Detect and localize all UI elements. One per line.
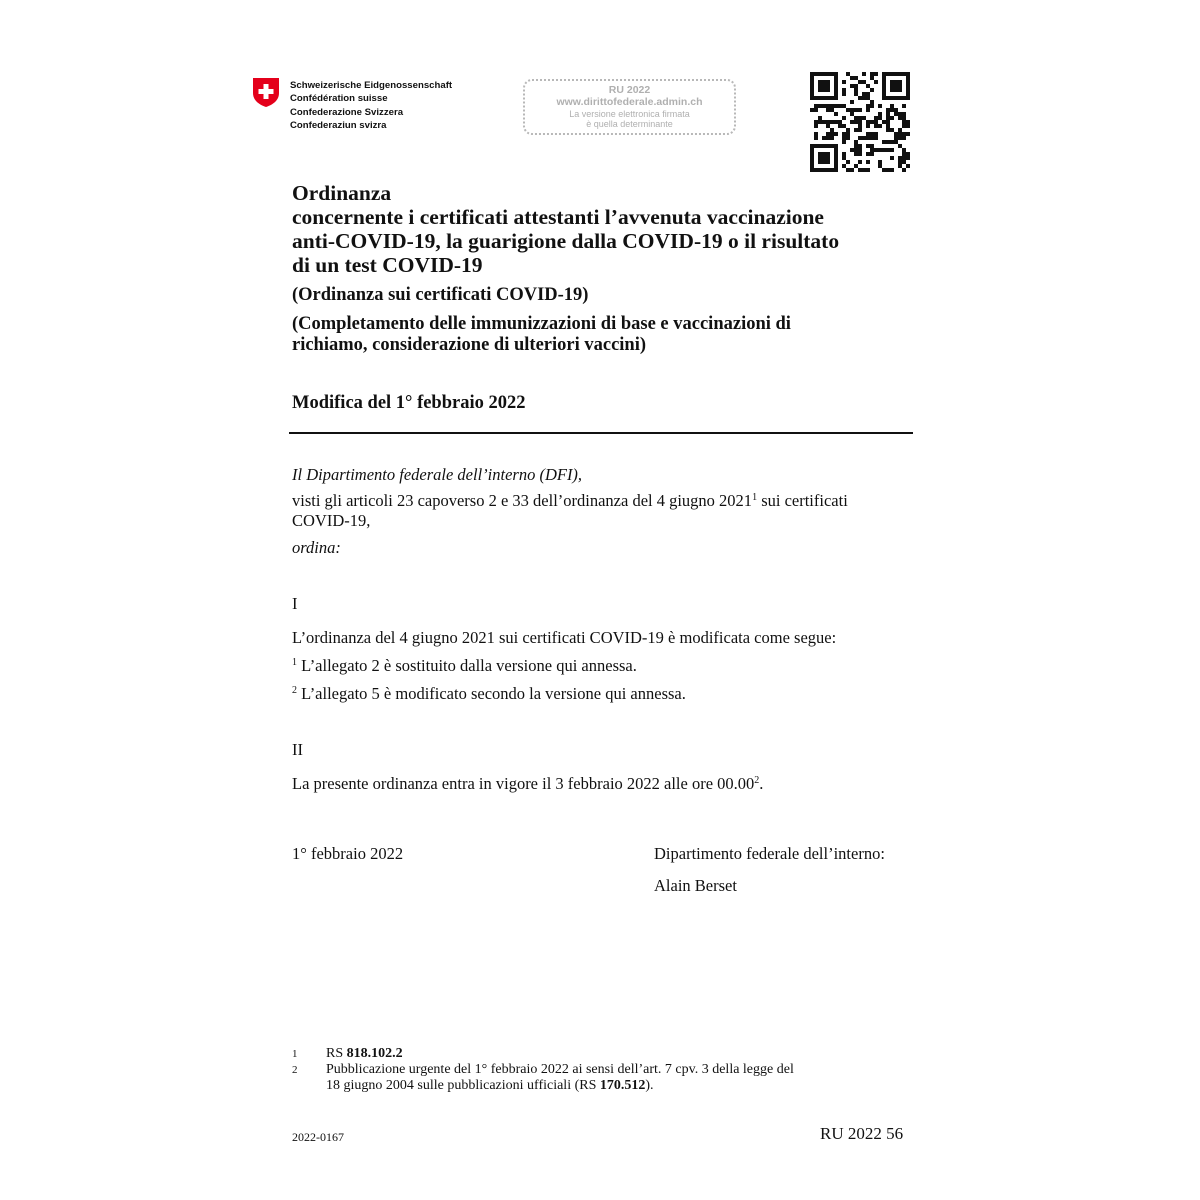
- title-line-3: anti-COVID-19, la guarigione dalla COVID-19 o il risultato: [292, 229, 840, 253]
- preamble-authority: Il Dipartimento federale dell’interno (DFI),: [292, 465, 583, 484]
- footnote-1-number: 1: [292, 1048, 298, 1060]
- footnote-1: [292, 1046, 298, 1063]
- short-title: [292, 285, 588, 306]
- subtitle-line-2: richiamo, considerazione di ulteriori vaccini): [292, 335, 647, 355]
- entry-into-force-end: .: [759, 774, 764, 793]
- preamble-visti-line-2: COVID-19,: [292, 511, 371, 530]
- title-line-4: di un test COVID-19: [292, 253, 483, 277]
- signature-date: 1° febbraio 2022: [292, 844, 404, 863]
- footnote-2: [292, 1062, 298, 1079]
- subtitle-line-1: (Completamento delle immunizzazioni di base e vaccinazioni di: [292, 314, 791, 334]
- visti-text: visti gli articoli 23 capoverso 2 e 33 dell’ordinanza del 4 giugno 2021: [292, 491, 753, 510]
- qr-code-icon: [810, 72, 910, 172]
- page-reference: RU 2022 56: [820, 1124, 904, 1143]
- section-1-intro: L’ordinanza del 4 giugno 2021 sui certificati COVID-19 è modificata come segue:: [292, 628, 837, 647]
- preamble-ordina: ordina:: [292, 538, 341, 557]
- visti-text-end: sui certificati: [757, 491, 848, 510]
- amendment-date: [292, 393, 526, 414]
- footnote-1-ref[interactable]: 818.102.2: [346, 1046, 403, 1061]
- paragraph-number: 2: [292, 685, 297, 696]
- federation-name-de: Schweizerische Eidgenossenschaft: [290, 80, 453, 91]
- stamp-url[interactable]: www.dirittofederale.admin.ch: [556, 96, 703, 108]
- footnote-1-prefix: RS: [326, 1046, 347, 1061]
- federation-name-rm: Confederaziun svizra: [290, 120, 387, 132]
- section-2-text: [292, 774, 763, 794]
- document-title: [292, 181, 922, 277]
- footnote-2-suffix: ).: [645, 1078, 654, 1093]
- electronic-version-stamp: [523, 79, 736, 135]
- footnote-2-line-1: Pubblicazione urgente del 1° febbraio 2022 ai sensi dell’art. 7 cpv. 3 della legge del: [326, 1062, 794, 1077]
- signature-department: Dipartimento federale dell’interno:: [654, 844, 885, 863]
- federation-name-it: Confederazione Svizzera: [290, 106, 404, 118]
- footnote-2-number: 2: [292, 1064, 298, 1076]
- stamp-note-1: La versione elettronica firmata: [569, 109, 690, 119]
- footnote-2-prefix: 18 giugno 2004 sulle pubblicazioni ufficiali (RS: [326, 1078, 600, 1093]
- paragraph-text: L’allegato 5 è modificato secondo la versione qui annessa.: [297, 684, 686, 703]
- section-1-paragraph-2: [292, 684, 686, 704]
- title-line-1: Ordinanza: [292, 181, 392, 205]
- swiss-emblem-icon: [252, 77, 280, 108]
- title-line-2: concernente i certificati attestanti l’avvenuta vaccinazione: [292, 205, 824, 229]
- short-title-text: (Ordinanza sui certificati COVID-19): [292, 285, 589, 305]
- footnote-1-text: [326, 1046, 403, 1062]
- section-heading-1: I: [292, 594, 298, 613]
- amendment-text: Modifica del 1° febbraio 2022: [292, 393, 526, 413]
- paragraph-number: 1: [292, 657, 297, 668]
- section-heading-2: II: [292, 740, 303, 759]
- footnote-ref-2[interactable]: 2: [754, 775, 760, 786]
- preamble-visti: [292, 491, 848, 511]
- footnote-ref-1[interactable]: 1: [752, 492, 758, 503]
- stamp-note-2: è quella determinante: [586, 119, 673, 129]
- paragraph-text: L’allegato 2 è sostituito dalla versione qui annessa.: [297, 656, 637, 675]
- footnote-2-line-2: [326, 1078, 654, 1094]
- document-number: 2022-0167: [292, 1130, 344, 1144]
- federation-name-fr: Confédération suisse: [290, 93, 388, 105]
- signature-name: Alain Berset: [654, 876, 737, 895]
- title-divider: [289, 432, 913, 434]
- stamp-ref: RU 2022: [608, 84, 651, 96]
- entry-into-force-text: La presente ordinanza entra in vigore il 3 febbraio 2022 alle ore 00.00: [292, 774, 755, 793]
- section-1-paragraph-1: [292, 656, 637, 676]
- footnote-2-ref[interactable]: 170.512: [599, 1078, 646, 1093]
- subtitle: [292, 314, 791, 356]
- federation-names: [290, 79, 452, 133]
